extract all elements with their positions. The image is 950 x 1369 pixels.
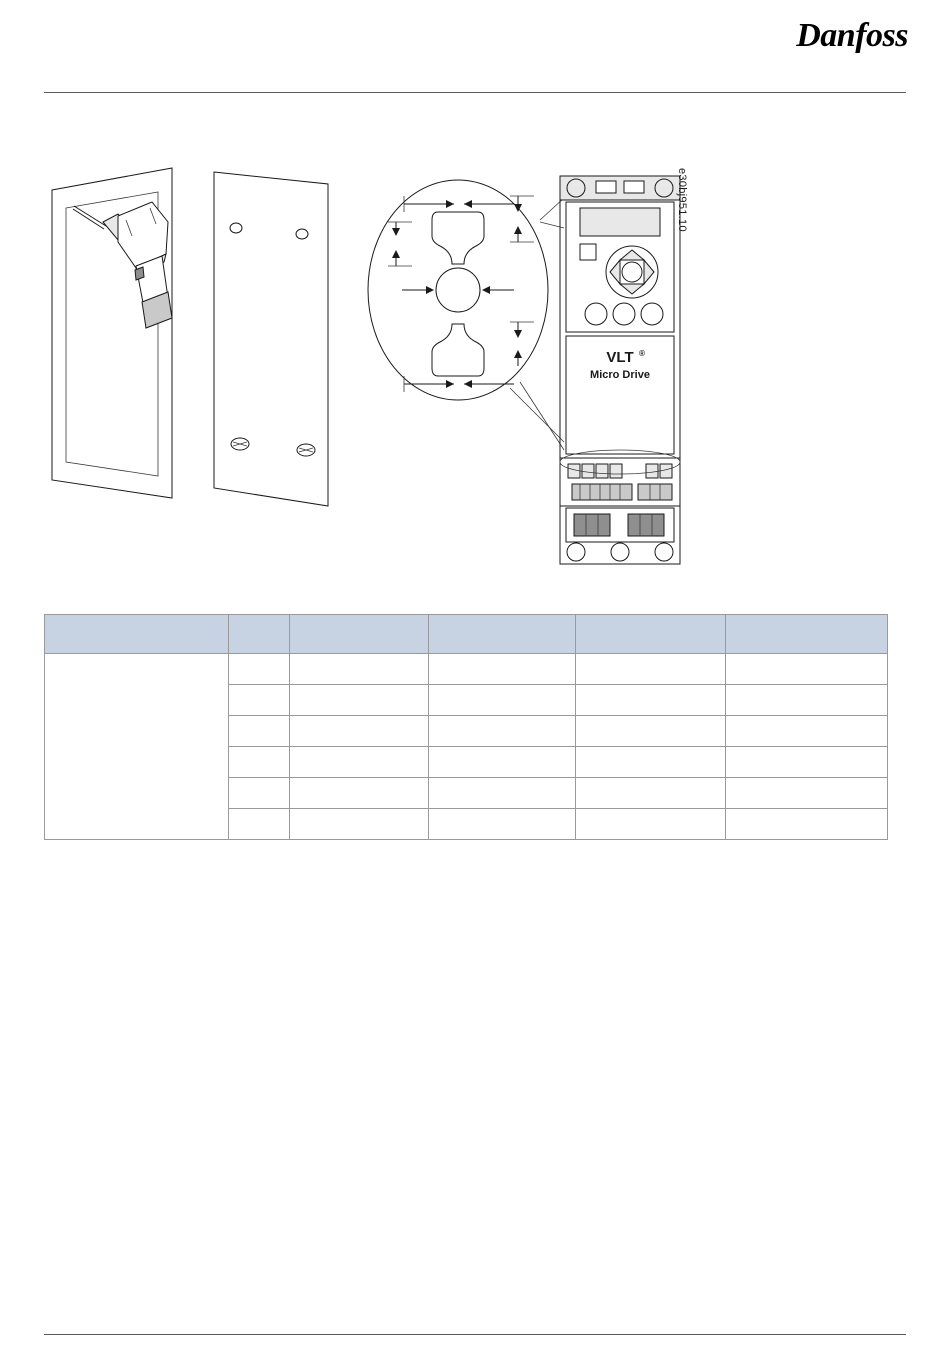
- figure-id-code: e30bj951.10: [676, 168, 688, 232]
- table-header-cell-3: [289, 615, 428, 654]
- svg-text:®: ®: [639, 349, 645, 358]
- table-cell: [726, 654, 888, 685]
- table-cell: [576, 747, 726, 778]
- keyhole-detail-illustration: [368, 180, 564, 450]
- table-cell: [726, 685, 888, 716]
- table-cell: [429, 685, 576, 716]
- mounting-plate-illustration: [214, 172, 328, 506]
- footer-divider: [44, 1334, 906, 1335]
- table-cell: [229, 685, 290, 716]
- page-header: [0, 0, 950, 96]
- table-header-cell-5: [576, 615, 726, 654]
- danfoss-logo: Danfoss: [796, 17, 908, 54]
- table-cell: [229, 809, 290, 840]
- table-cell: [289, 654, 428, 685]
- table-cell: [576, 778, 726, 809]
- mounting-figure: [40, 150, 720, 590]
- drill-illustration: [52, 168, 172, 498]
- table-cell: [429, 716, 576, 747]
- table-cell: [576, 809, 726, 840]
- table-cell: [576, 716, 726, 747]
- table-cell: [429, 747, 576, 778]
- vlt-micro-drive-front-view: [560, 176, 680, 564]
- svg-text:Micro Drive: Micro Drive: [590, 369, 650, 381]
- table-cell: [229, 654, 290, 685]
- table-cell: [576, 654, 726, 685]
- table-cell: [429, 778, 576, 809]
- table-cell: [726, 778, 888, 809]
- table-header-cell-1: [45, 615, 229, 654]
- svg-text:VLT: VLT: [606, 349, 634, 366]
- table-cell: [229, 716, 290, 747]
- table-cell: [576, 685, 726, 716]
- table-header-cell-6: [726, 615, 888, 654]
- table-cell: [229, 778, 290, 809]
- table-cell: [289, 747, 428, 778]
- header-divider: [44, 92, 906, 93]
- table-cell: [429, 654, 576, 685]
- table-cell: [429, 809, 576, 840]
- table-cell: [726, 716, 888, 747]
- table-header-row: [45, 615, 888, 654]
- table-header-cell-4: [429, 615, 576, 654]
- mounting-dimensions-table: [44, 614, 888, 840]
- table-cell-group-label: [45, 654, 229, 840]
- table-cell: [289, 716, 428, 747]
- table-cell: [289, 778, 428, 809]
- table-cell: [289, 685, 428, 716]
- table-cell: [229, 747, 290, 778]
- table-cell: [289, 809, 428, 840]
- table-row: [45, 654, 888, 685]
- table-cell: [726, 747, 888, 778]
- table-header-cell-2: [229, 615, 290, 654]
- table-cell: [726, 809, 888, 840]
